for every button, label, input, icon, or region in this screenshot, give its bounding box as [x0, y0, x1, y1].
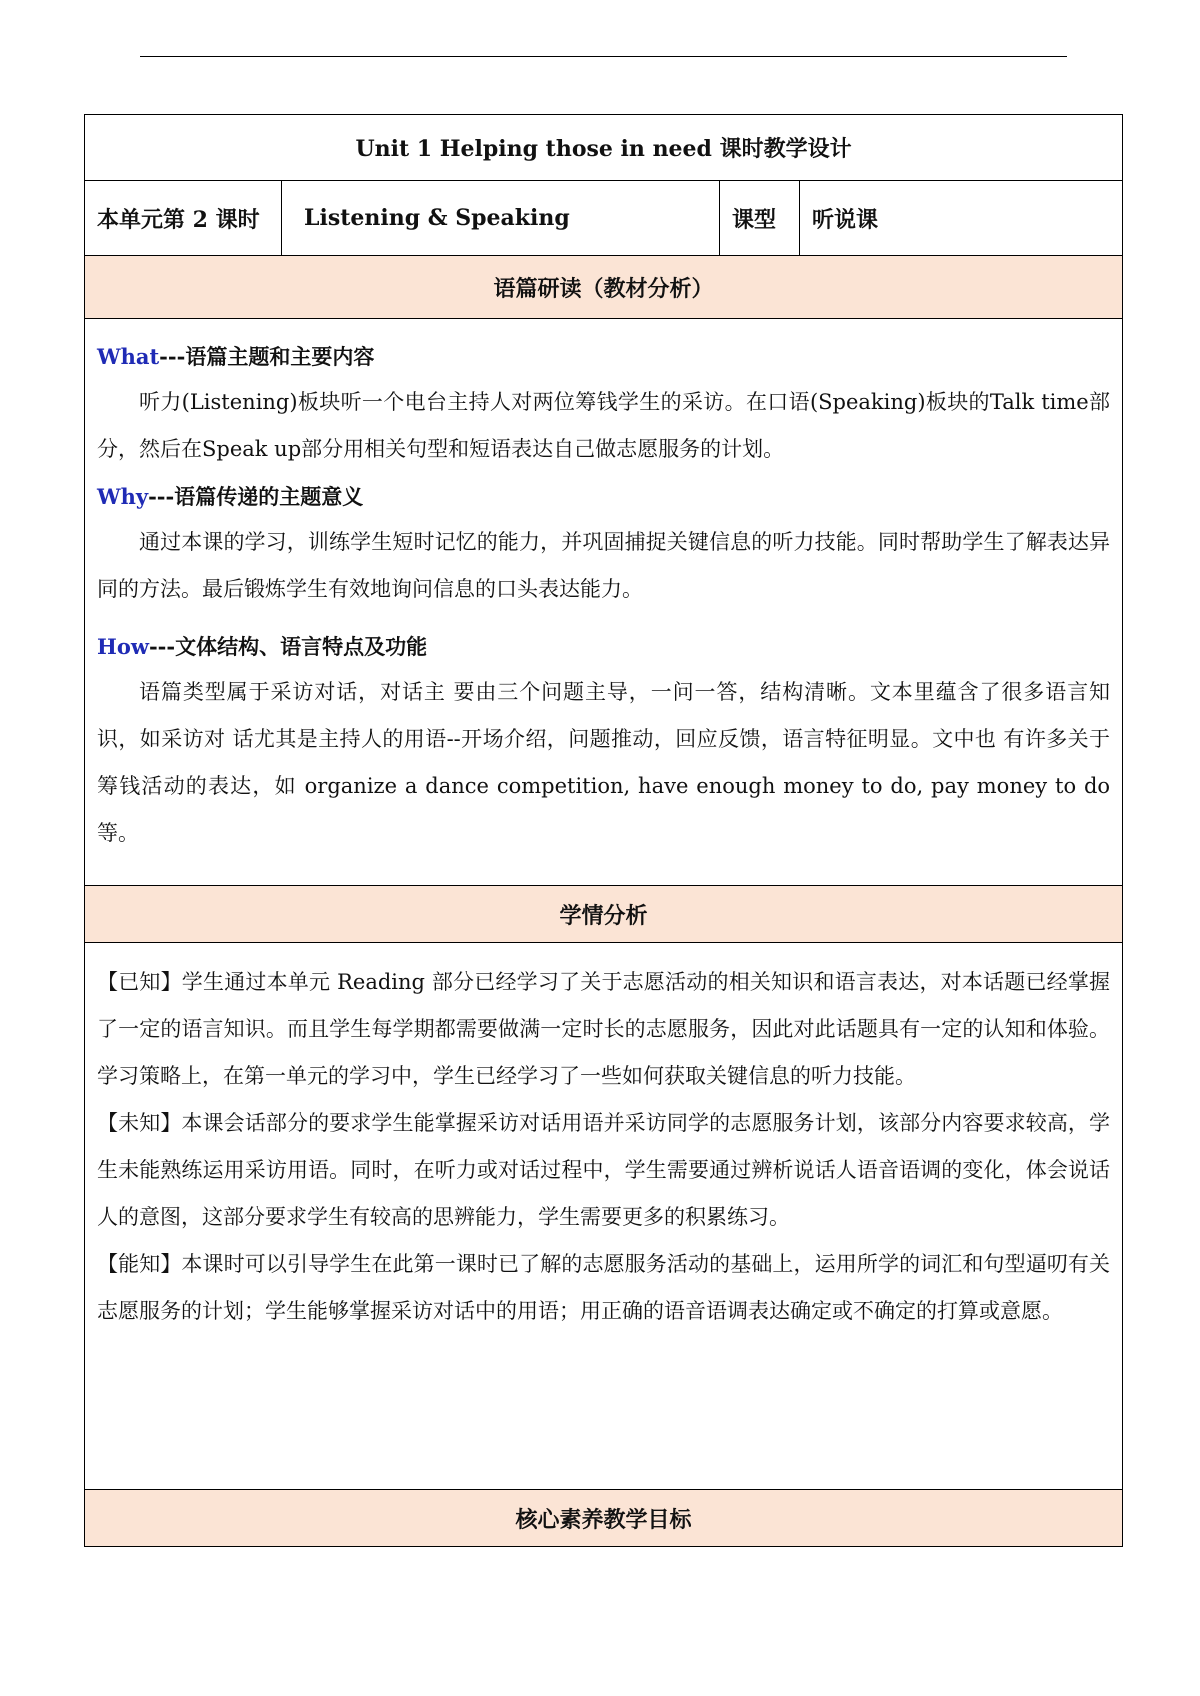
known-paragraph: 【已知】学生通过本单元 Reading 部分已经学习了关于志愿活动的相关知识和语言表达，对本话题已经掌握了一定的语言知识。而且学生每学期都需要做满一定时长的志愿服务，因此对此话题具有一定的认知和体验。学习策略上，在第一单元的学习中，学生已经学习了一些如何获取关键信息的听力技能。: [97, 970, 1111, 1088]
what-keyword: What: [97, 344, 160, 369]
what-paragraph: 听力(Listening)板块听一个电台主持人对两位筹钱学生的采访。在口语(Speaking)板块的Talk time部分，然后在Speak up部分用相关句型和短语表达自己做志愿服务的计划。: [97, 390, 1111, 461]
able-paragraph: 【能知】本课时可以引导学生在此第一课时已了解的志愿服务活动的基础上，运用所学的词汇和句型逼叨有关志愿服务的计划；学生能够掌握采访对话中的用语；用正确的语音语调表达确定或不确定的打算或意愿。: [97, 1252, 1111, 1323]
student-analysis-content: [85, 943, 1123, 1490]
why-title: ---语篇传递的主题意义: [148, 484, 364, 509]
header-rule: [140, 56, 1067, 57]
why-heading: [97, 475, 1110, 519]
lesson-number: 本单元第 2 课时: [85, 181, 282, 256]
text-analysis-heading: 语篇研读（教材分析）: [85, 256, 1123, 319]
student-analysis-row: [85, 943, 1123, 1490]
how-keyword: How: [97, 634, 149, 659]
text-analysis-content: [85, 319, 1123, 886]
how-paragraph: 语篇类型属于采访对话，对话主 要由三个问题主导，一问一答，结构清晰。文本里蕴含了很多语言知识，如采访对 话尤其是主持人的用语--开场介绍，问题推动，回应反馈，语言特征明显。文中也 有许多关于筹钱活动的表达，如 organize a dance competition, have enough money to do, pay money to do 等。: [97, 680, 1111, 845]
spacer: [97, 613, 1110, 623]
lesson-name: Listening & Speaking: [282, 181, 720, 256]
unknown-paragraph: 【未知】本课会话部分的要求学生能掌握采访对话用语并采访同学的志愿服务计划，该部分内容要求较高，学生未能熟练运用采访用语。同时，在听力或对话过程中，学生需要通过辨析说话人语音语调的变化，体会说话人的意图，这部分要求学生有较高的思辨能力，学生需要更多的积累练习。: [97, 1111, 1111, 1229]
text-analysis-header-row: [85, 256, 1123, 319]
why-paragraph: 通过本课的学习，训练学生短时记忆的能力，并巩固捕捉关键信息的听力技能。同时帮助学生了解表达异同的方法。最后锻炼学生有效地询问信息的口头表达能力。: [97, 530, 1111, 601]
how-heading: [97, 625, 1110, 669]
student-analysis-heading: 学情分析: [85, 886, 1123, 943]
info-row: [85, 181, 1123, 256]
title-row: [85, 115, 1123, 181]
student-analysis-header-row: [85, 886, 1123, 943]
goals-heading: 核心素养教学目标: [85, 1490, 1123, 1547]
text-analysis-row: [85, 319, 1123, 886]
goals-header-row: [85, 1490, 1123, 1547]
how-title: ---文体结构、语言特点及功能: [148, 634, 428, 659]
why-keyword: Why: [97, 484, 149, 509]
lesson-type-label: 课型: [720, 181, 800, 256]
document-title: Unit 1 Helping those in need 课时教学设计: [85, 115, 1123, 181]
what-title: ---语篇主题和主要内容: [159, 344, 375, 369]
what-heading: [97, 335, 1110, 379]
lesson-design-table: [84, 114, 1123, 1547]
lesson-type-value: 听说课: [800, 181, 1123, 256]
